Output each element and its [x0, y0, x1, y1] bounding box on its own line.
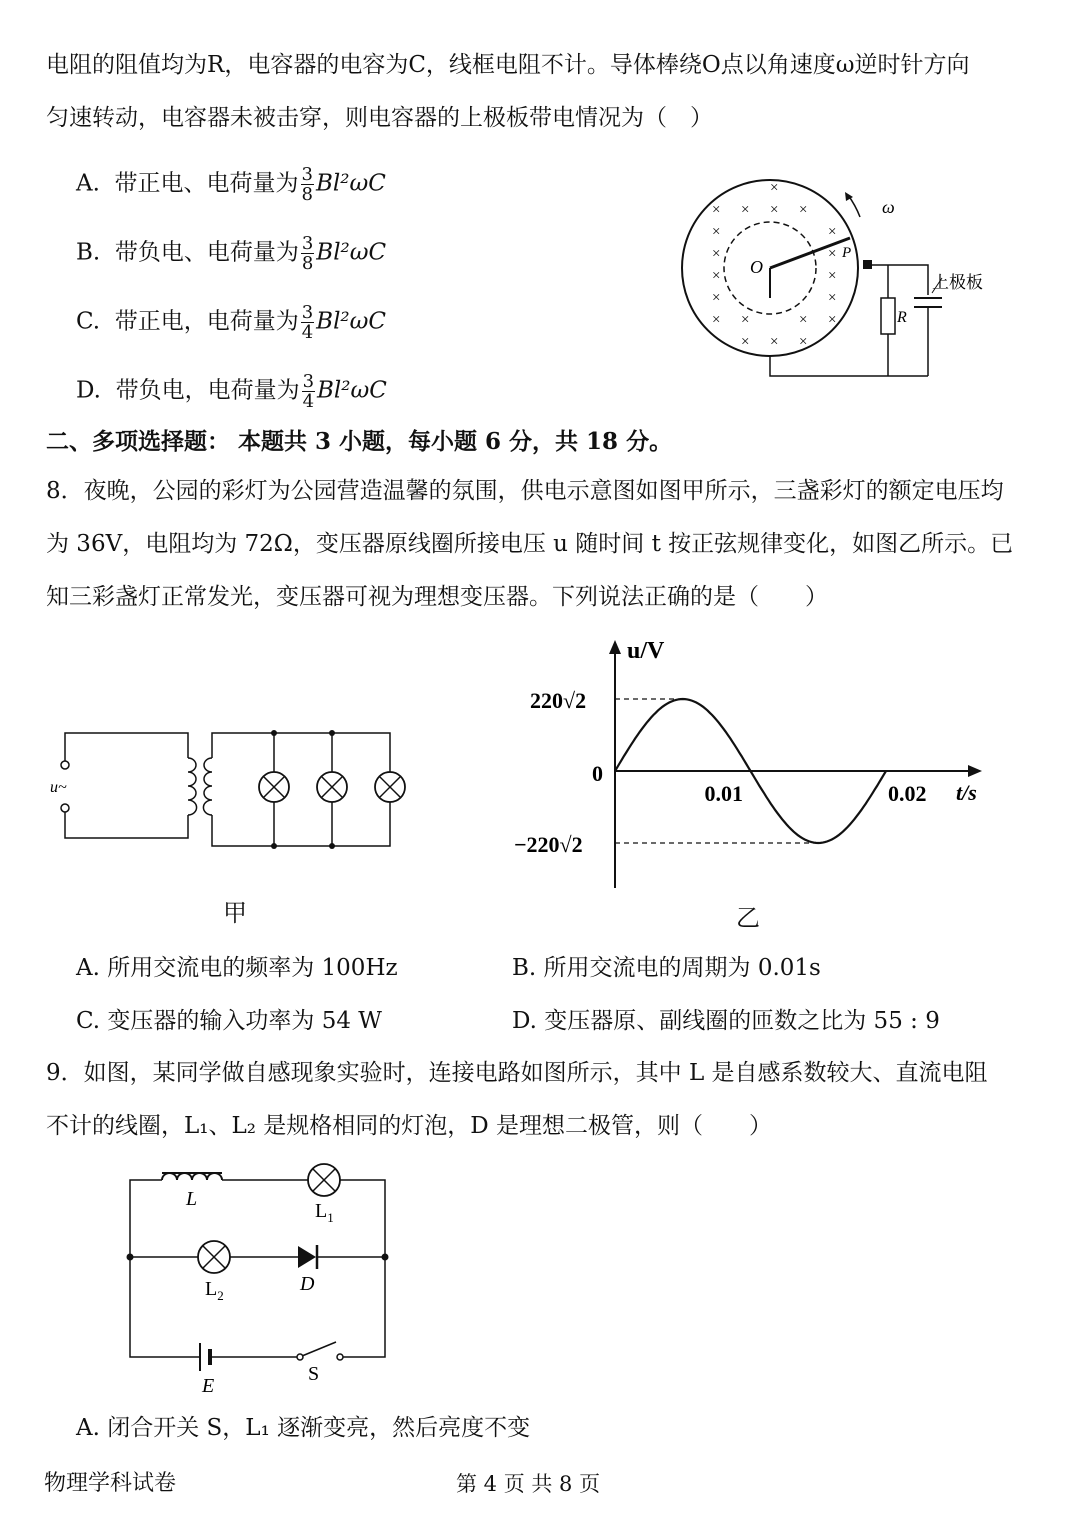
fraction-numerator: 3 — [301, 302, 314, 323]
top-left-wire — [130, 1180, 162, 1257]
bottom-left-wire — [130, 1257, 200, 1357]
field-x-mark: × — [712, 312, 721, 328]
option-letter: C. — [76, 308, 101, 335]
q8-option-c — [76, 1006, 382, 1036]
inductor-coil — [162, 1173, 222, 1180]
q9-stem-line1: 9．如图，某同学做自感现象实验时，连接电路如图所示，其中 L 是自感系数较大、直流电阻 — [46, 1060, 988, 1086]
q7-option-b — [76, 234, 386, 273]
footer-page-number: 第 4 页 共 8 页 — [456, 1472, 601, 1496]
y-tick-label: 0 — [592, 761, 603, 786]
y-axis-label: u/V — [627, 638, 665, 664]
option-text: 所用交流电的周期为 0.01s — [543, 955, 821, 981]
field-x-mark: × — [712, 224, 721, 240]
figure-yi-voltage-chart — [510, 630, 990, 900]
field-x-mark: × — [828, 268, 837, 284]
q8-option-a — [76, 953, 398, 983]
y-tick-label: 220√2 — [530, 688, 587, 713]
lamp-l1 — [308, 1164, 340, 1196]
q8-option-d — [512, 1006, 940, 1036]
field-x-mark: × — [741, 202, 750, 218]
option-expression: Bl²ωC — [317, 377, 387, 404]
q9-option-a — [76, 1413, 530, 1443]
bottom-wire — [770, 355, 928, 376]
primary-top-wire — [65, 733, 188, 761]
switch-label: S — [308, 1363, 320, 1385]
omega-label: ω — [882, 197, 895, 217]
lamp-2 — [317, 772, 347, 802]
junction-dot — [329, 730, 335, 736]
field-x-mark: × — [828, 312, 837, 328]
lamp-l2 — [198, 1241, 230, 1273]
lamp-l1-letter: L — [315, 1200, 328, 1222]
fraction — [301, 165, 314, 204]
secondary-top-wire — [212, 733, 390, 772]
option-text: 带负电，电荷量为 — [115, 377, 300, 404]
field-x-mark: × — [712, 246, 721, 262]
field-x-mark: × — [828, 290, 837, 306]
field-x-mark: × — [712, 290, 721, 306]
q9-stem-line2: 不计的线圈，L₁、L₂ 是规格相同的灯泡，D 是理想二极管，则（ ） — [46, 1113, 773, 1139]
field-x-mark: × — [799, 312, 808, 328]
x-tick-label: 0.02 — [888, 781, 927, 806]
option-text: 带正电、电荷量为 — [114, 170, 299, 197]
fraction-numerator: 3 — [302, 371, 315, 392]
field-x-mark: × — [828, 246, 837, 262]
field-x-mark: × — [770, 334, 779, 350]
option-letter: A. — [76, 955, 100, 981]
x-axis-label: t/s — [956, 780, 977, 805]
source-label: u~ — [50, 779, 67, 796]
junction-dot — [271, 843, 277, 849]
resistor-label: R — [897, 309, 907, 326]
option-text: 变压器的输入功率为 54 W — [107, 1008, 382, 1034]
option-text: 所用交流电的频率为 100Hz — [107, 955, 398, 981]
junction-dot — [329, 843, 335, 849]
q7-option-d — [76, 372, 387, 411]
fraction — [301, 234, 314, 273]
q7-stem-line1: 电阻的阻值均为R，电容器的电容为C，线框电阻不计。导体棒绕O点以角速度ω逆时针方向 — [46, 52, 970, 78]
fraction — [301, 303, 314, 342]
field-x-mark: × — [799, 202, 808, 218]
q8-option-b — [512, 953, 821, 983]
field-x-mark: × — [799, 334, 808, 350]
field-x-mark: × — [741, 312, 750, 328]
lamp-l1-label — [315, 1200, 334, 1225]
lamp-3 — [375, 772, 405, 802]
fraction — [302, 372, 315, 411]
point-label: P — [842, 245, 852, 261]
secondary-coil — [203, 758, 212, 815]
option-expression: Bl²ωC — [316, 308, 387, 335]
fraction-numerator: 3 — [301, 233, 314, 254]
x-tick-label: 0.01 — [704, 781, 743, 806]
field-x-mark: × — [828, 224, 837, 240]
lamp-l1-subscript: 1 — [327, 1210, 334, 1225]
battery-label: E — [202, 1375, 215, 1397]
lamp-l2-letter: L — [205, 1278, 218, 1300]
q7-option-c — [76, 303, 386, 342]
top-right-wire — [340, 1180, 385, 1257]
option-letter: D. — [512, 1008, 537, 1034]
field-x-mark: × — [712, 202, 721, 218]
inductor-label: L — [186, 1188, 198, 1210]
source-terminal-top — [61, 761, 69, 769]
center-label: O — [750, 257, 763, 277]
bottom-right-wire — [343, 1257, 385, 1357]
q9-self-inductance-circuit — [110, 1160, 410, 1400]
fraction-numerator: 3 — [301, 164, 313, 185]
option-letter: A. — [76, 1415, 100, 1441]
fraction-denominator: 8 — [301, 184, 313, 205]
figure-yi-caption: 乙 — [736, 904, 760, 932]
option-letter: C. — [76, 1008, 101, 1034]
switch-contact-right — [337, 1354, 343, 1360]
field-x-mark: × — [770, 202, 779, 218]
option-expression: Bl²ωC — [316, 170, 386, 197]
option-text: 闭合开关 S，L₁ 逐渐变亮，然后亮度不变 — [107, 1415, 531, 1441]
figure-jia-transformer-circuit — [40, 720, 420, 860]
top-wire — [870, 265, 928, 295]
fraction-denominator: 4 — [301, 322, 314, 343]
y-axis-arrow — [609, 640, 621, 654]
conducting-rod — [770, 238, 850, 268]
secondary-bottom-wire — [212, 802, 390, 846]
fraction-denominator: 4 — [302, 391, 315, 412]
switch-contact-left — [297, 1354, 303, 1360]
option-text: 变压器原、副线圈的匝数之比为 55 : 9 — [544, 1008, 940, 1034]
q7-stem-line2: 匀速转动，电容器未被击穿，则电容器的上极板带电情况为（ ） — [46, 105, 713, 131]
fraction-denominator: 8 — [301, 253, 314, 274]
lamp-l2-label — [205, 1278, 224, 1303]
field-x-mark: × — [770, 180, 779, 196]
y-tick-label: −220√2 — [514, 832, 583, 857]
resistor — [881, 298, 895, 334]
option-letter: D. — [76, 377, 101, 404]
field-x-mark: × — [741, 334, 750, 350]
option-text: 带负电、电荷量为 — [114, 239, 299, 266]
lamp-1 — [259, 772, 289, 802]
q7-rotating-rod-figure — [670, 165, 1000, 390]
switch-blade — [302, 1342, 336, 1356]
diode-triangle — [298, 1246, 316, 1268]
option-letter: A. — [76, 170, 100, 197]
option-expression: Bl²ωC — [316, 239, 387, 266]
field-x-mark: × — [712, 268, 721, 284]
junction-dot — [271, 730, 277, 736]
x-axis-arrow — [968, 765, 982, 777]
diode-label: D — [300, 1273, 315, 1295]
q8-stem-line2: 为 36V，电阻均为 72Ω，变压器原线圈所接电压 u 随时间 t 按正弦规律变化，如图乙所示。已 — [46, 531, 1014, 557]
primary-coil — [188, 758, 197, 815]
figure-jia-caption: 甲 — [223, 899, 247, 927]
option-letter: B. — [512, 955, 537, 981]
lamp-l2-subscript: 2 — [217, 1288, 224, 1303]
primary-bottom-wire — [65, 812, 188, 838]
q7-option-a — [76, 165, 386, 204]
footer-subject: 物理学科试卷 — [44, 1471, 177, 1496]
section-2-header: 二、多项选择题： 本题共 3 小题，每小题 6 分，共 18 分。 — [46, 428, 673, 455]
option-letter: B. — [76, 239, 101, 266]
q8-stem-line3: 知三彩盏灯正常发光，变压器可视为理想变压器。下列说法正确的是（ ） — [46, 584, 828, 610]
q8-stem-line1: 8．夜晚，公园的彩灯为公园营造温馨的氛围，供电示意图如图甲所示，三盏彩灯的额定电压均 — [46, 478, 1004, 504]
source-terminal-bottom — [61, 804, 69, 812]
option-text: 带正电，电荷量为 — [114, 308, 299, 335]
upper-plate-label: 上极板 — [932, 273, 983, 292]
